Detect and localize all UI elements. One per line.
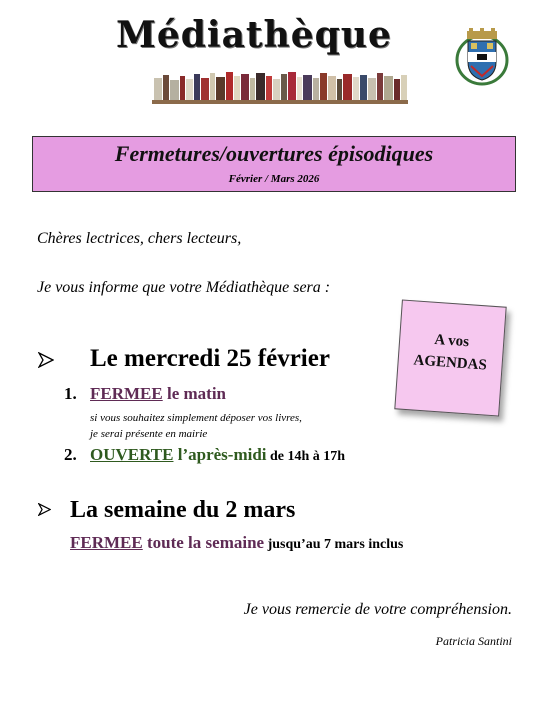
status-open: OUVERTE bbox=[90, 445, 174, 464]
town-crest bbox=[455, 28, 509, 86]
banner-subtitle: Février / Mars 2026 bbox=[228, 173, 320, 185]
agenda-note bbox=[394, 299, 506, 416]
section2-rest: toute la semaine bbox=[142, 533, 265, 552]
greeting: Chères lectrices, chers lecteurs, bbox=[37, 230, 242, 247]
agenda-note-line1: A vos bbox=[433, 331, 470, 351]
signature: Patricia Santini bbox=[435, 634, 512, 648]
list-item bbox=[64, 384, 77, 404]
item-detail bbox=[90, 410, 302, 442]
intro-line: Je vous informe que votre Médiathèque sera : bbox=[37, 279, 331, 296]
list-item-text bbox=[90, 445, 345, 465]
section2-tail: jusqu’au 7 mars inclus bbox=[264, 537, 404, 552]
arrow-bullet-icon bbox=[38, 503, 51, 516]
item-detail-line1: si vous souhaitez simplement déposer vos livres, bbox=[90, 412, 302, 424]
item-rest: le matin bbox=[162, 384, 227, 403]
list-item bbox=[64, 445, 77, 465]
banner bbox=[32, 136, 516, 192]
arrow-bullet-icon bbox=[38, 352, 54, 368]
item-detail-line2: je serai présente en mairie bbox=[90, 428, 208, 440]
section2-title: La semaine du 2 mars bbox=[70, 497, 296, 523]
list-item-text bbox=[90, 384, 226, 404]
agenda-note-line2: AGENDAS bbox=[412, 352, 488, 374]
item-number: 2. bbox=[64, 445, 77, 464]
status-closed: FERMEE bbox=[70, 533, 143, 552]
status-closed: FERMEE bbox=[90, 384, 163, 403]
banner-title: Fermetures/ouvertures épisodiques bbox=[114, 141, 434, 166]
page-title: Médiathèque bbox=[116, 14, 392, 56]
book-shelf-image bbox=[152, 70, 408, 104]
section2-text bbox=[70, 533, 403, 553]
item-rest: l’après-midi bbox=[173, 445, 267, 464]
thanks-line: Je vous remercie de votre compréhension. bbox=[243, 601, 512, 618]
section1-title: Le mercredi 25 février bbox=[90, 345, 330, 372]
item-hours: de 14h à 17h bbox=[266, 449, 346, 464]
item-number: 1. bbox=[64, 384, 77, 403]
